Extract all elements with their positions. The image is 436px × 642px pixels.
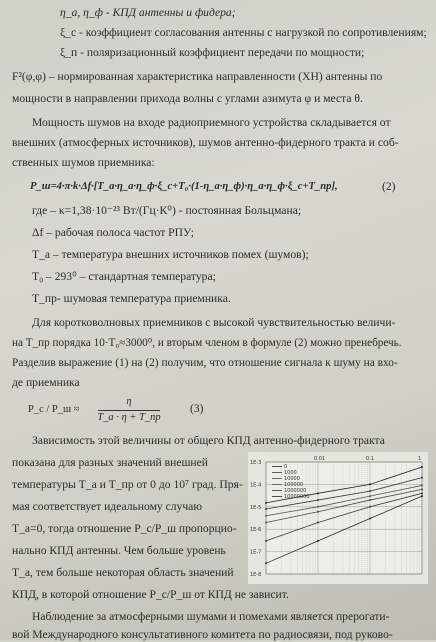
series-point-10000 — [369, 499, 371, 501]
text-line-6: Мощность шумов на входе радиоприемного устройства складывается от — [32, 116, 391, 129]
text-line-16: Разделив выражение (1) на (2) получим, что отношение сигнала к шуму на вхо- — [12, 357, 398, 369]
series-point-100000 — [317, 506, 319, 508]
legend-label: 1000 — [284, 470, 297, 476]
text-line-10: Δf – рабочая полоса частот РПУ; — [32, 226, 194, 239]
x-tick-label: 1 — [418, 456, 422, 462]
text-line-15: на T_пр порядка 10·T₀≈3000⁰, и вторым членом в формуле (2) можно пренебречь. — [12, 337, 402, 349]
x-tick-label: 0.1 — [366, 456, 374, 462]
series-point-10000000 — [265, 502, 267, 504]
y-tick-label: 1E-7 — [250, 549, 262, 556]
text-line-11: T_а – температура внешних источников помех (шумов); — [32, 248, 309, 261]
series-point-1000000 — [265, 508, 267, 510]
fraction-left: P_c / P_ш ≈ — [28, 404, 80, 415]
text-line-4: F²(φ,φ) – нормированная характеристика направленности (ХН) антенны по — [12, 70, 383, 83]
series-point-10000 — [421, 488, 423, 490]
series-point-100000 — [421, 484, 423, 486]
series-point-1000 — [317, 521, 319, 523]
series-point-0 — [369, 518, 371, 520]
y-tick-label: 1E-8 — [250, 572, 262, 578]
legend-label: 10000000 — [284, 494, 310, 500]
y-tick-label: 1E-4 — [250, 482, 262, 489]
x-tick-label: 0.01 — [314, 456, 326, 462]
text-line-22: T_а=0, тогда отношение P_c/P_ш пропорцио- — [12, 522, 237, 535]
text-line-19: показана для разных значений внешней — [12, 456, 208, 469]
series-point-100000 — [265, 515, 267, 517]
y-tick-label: 1E-6 — [250, 527, 262, 534]
series-point-1000 — [421, 492, 423, 494]
legend-label: 100000 — [284, 482, 304, 488]
series-point-10000000 — [317, 492, 319, 494]
fraction-denominator: T_а · η + T_пр — [97, 412, 161, 423]
text-line-18: Зависимость этой величины от общего КПД антенно-фидерного тракта — [32, 434, 385, 447]
equation-number-2: (2) — [382, 180, 396, 193]
series-point-10000 — [265, 521, 267, 523]
text-line-26: Наблюдение за атмосферными шумами и помехами является прерогати- — [32, 610, 390, 623]
text-line-13: T_пр- шумовая температура приемника. — [32, 292, 231, 305]
text-line-24: T_а, тем больше некоторая область значений — [12, 566, 234, 579]
text-line-5: мощности в направлении прихода волны с углами азимута φ и места θ. — [12, 92, 363, 105]
text-line-14: Для коротковолновых приемников с высокой чувствительностью величи- — [32, 316, 396, 329]
series-point-1000 — [369, 506, 371, 508]
text-line-8: ственных шумов приемника: — [12, 156, 155, 169]
text-line-21: мая соответствует идеальному случаю — [12, 500, 202, 513]
formula-2: P_ш=4·π·k·Δf·[T_а·η_а·η_ф·ξ_c+T₀·(1-η_а·η_ф)·η_а·η_ф·ξ_c+T_пр], — [30, 181, 338, 192]
text-line-25: КПД, в которой отношение P_c/P_ш от КПД не зависит. — [12, 588, 289, 601]
series-point-1000000 — [317, 499, 319, 501]
text-line-27: вой Международного консультативного комитета по радиосвязи, под руково- — [12, 628, 393, 641]
efficiency-chart — [248, 452, 428, 584]
legend-label: 10000 — [284, 476, 300, 482]
series-point-1000000 — [421, 477, 423, 479]
series-point-1000 — [265, 540, 267, 542]
chart-svg — [248, 452, 428, 584]
series-point-0 — [421, 495, 423, 497]
text-line-1: η_а, η_ф - КПД антенны и фидера; — [60, 6, 236, 19]
y-tick-label: 1E-5 — [250, 504, 262, 511]
text-line-2: ξ_c - коэффициент согласования антенны с нагрузкой по сопротивлениям; — [60, 26, 427, 39]
fraction-numerator: η — [126, 396, 132, 407]
legend-label: 0 — [284, 464, 288, 470]
series-point-0 — [265, 562, 267, 564]
y-tick-label: 1E-3 — [250, 460, 262, 466]
equation-number-3: (3) — [190, 402, 204, 415]
series-point-10000000 — [369, 483, 371, 485]
series-point-10000000 — [421, 466, 423, 468]
text-line-17: де приемника — [12, 376, 80, 389]
series-point-100000 — [369, 495, 371, 497]
text-line-23: нально КПД антенны. Чем больше уровень — [12, 544, 226, 557]
fraction-bar — [98, 410, 160, 411]
text-line-12: T₀ – 293⁰ – стандартная температура; — [32, 270, 216, 283]
text-line-9: где – κ=1,38·10⁻²³ Вт/(Гц·К⁰) - постоянная Больцмана; — [32, 204, 302, 217]
series-point-10000 — [317, 511, 319, 513]
text-line-20: температуры T_а и T_пр от 0 до 10⁷ град. Пря- — [12, 478, 243, 491]
series-point-1000000 — [369, 490, 371, 492]
text-line-7: внешних (атмосферных источников), шумов антенно-фидерного тракта и соб- — [12, 136, 399, 149]
series-point-0 — [317, 540, 319, 542]
text-line-3: ξ_п - поляризационный коэффициент передачи по мощности; — [60, 46, 365, 59]
legend-label: 1000000 — [284, 488, 307, 494]
